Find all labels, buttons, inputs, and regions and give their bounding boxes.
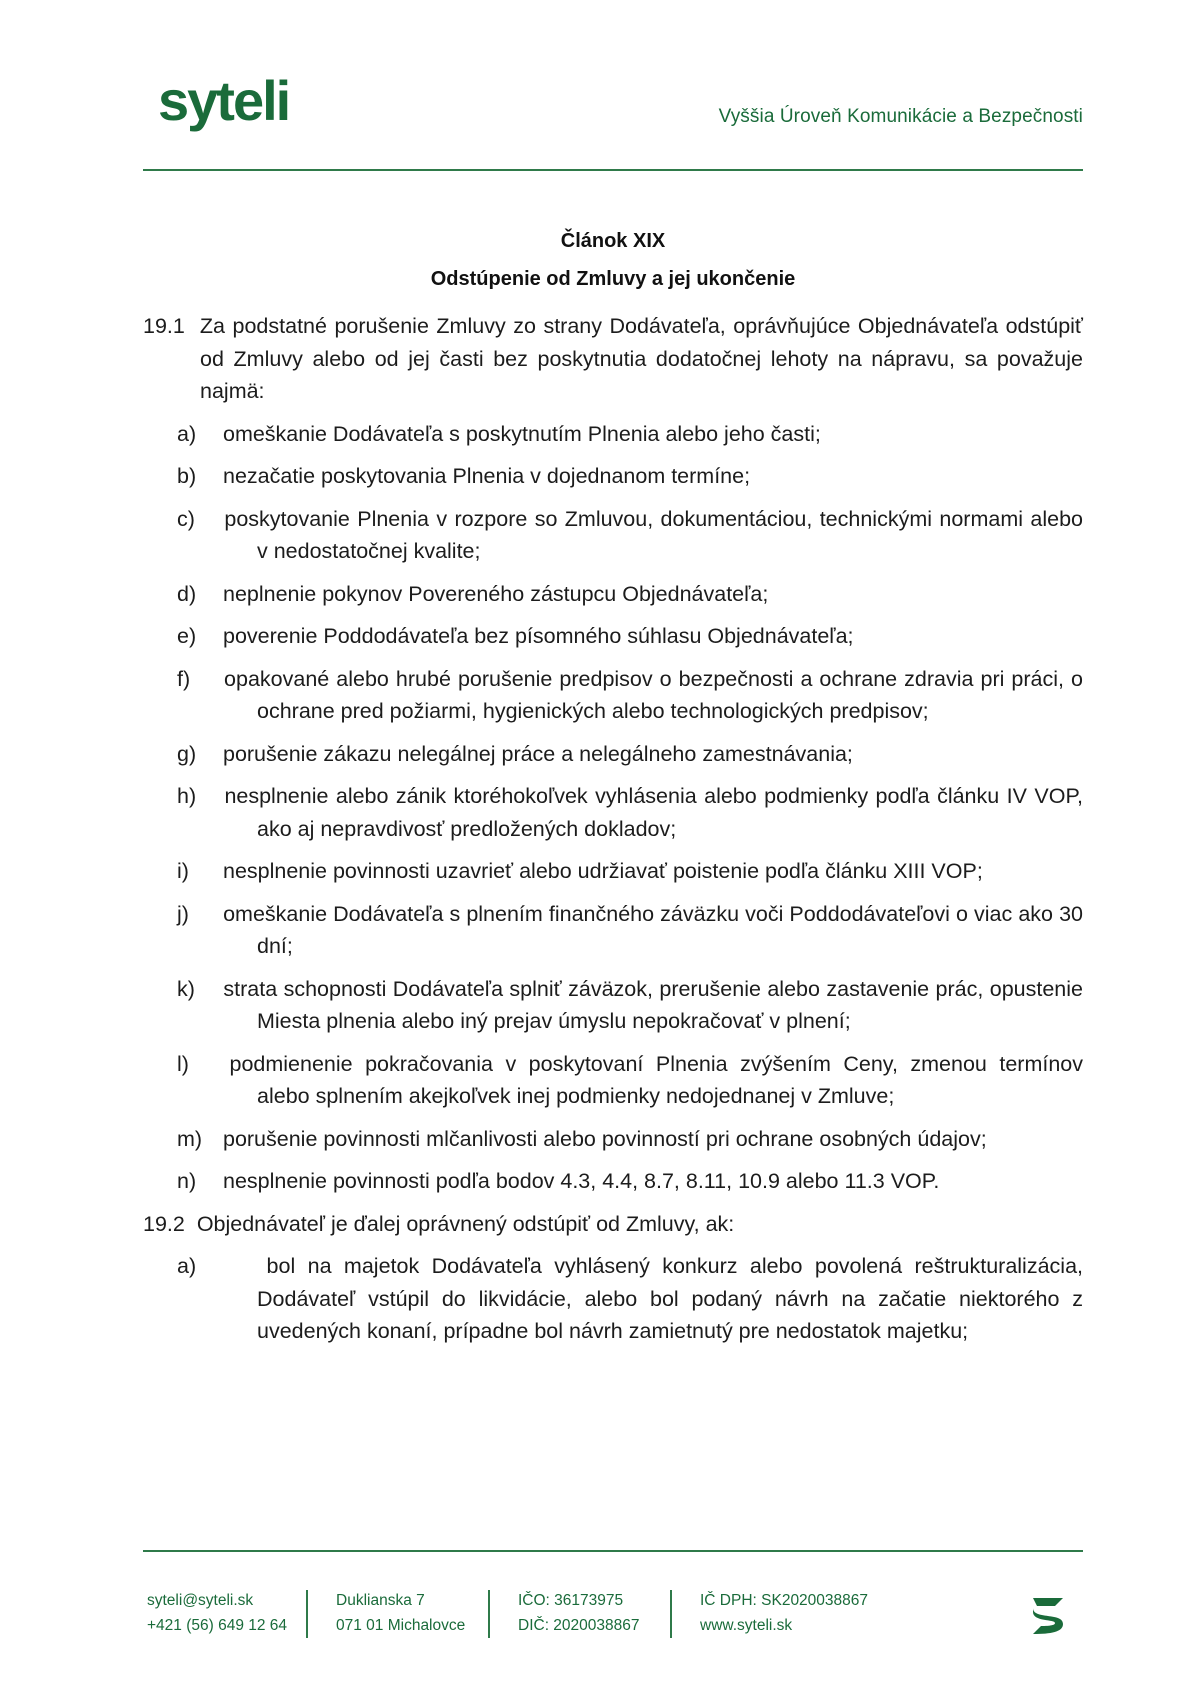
section-19-1: [143, 310, 1083, 408]
footer-web[interactable]: www.syteli.sk: [700, 1617, 793, 1634]
list-item: m) porušenie povinnosti mlčanlivosti alebo povinností pri ochrane osobných údajov;: [177, 1126, 987, 1151]
article-title: Odstúpenie od Zmluvy a jej ukončenie: [430, 268, 796, 290]
footer-phone: +421 (56) 649 12 64: [147, 1617, 288, 1634]
footer-city: 071 01 Michalovce: [336, 1617, 466, 1634]
list-item: j) omeškanie Dodávateľa s plnením finančného záväzku voči Poddodávateľovi o viac ako 30 dní;: [177, 901, 1083, 958]
syteli-emblem-icon: [1023, 1590, 1073, 1640]
list-item: f) opakované alebo hrubé porušenie predpisov o bezpečnosti a ochrane zdravia pri práci, o ochrane pred požiarmi, hygienických alebo technologických predpisov;: [177, 666, 1083, 723]
footer-ids: [518, 1588, 640, 1638]
section-19-2: [143, 1208, 1083, 1241]
list-item: i) nesplnenie povinnosti uzavrieť alebo udržiavať poistenie podľa článku XIII VOP;: [177, 859, 983, 883]
footer-address: [336, 1588, 465, 1638]
list-item: k) strata schopnosti Dodávateľa splniť záväzok, prerušenie alebo zastavenie prác, opustenie Miesta plnenia alebo iný prejav úmyslu nepokračovať v plnení;: [177, 976, 1083, 1033]
list-item: a) omeškanie Dodávateľa s poskytnutím Plnenia alebo jeho časti;: [177, 421, 821, 446]
header-tagline: Vyššia Úroveň Komunikácie a Bezpečnosti: [718, 106, 1083, 127]
footer-icdph: IČ DPH: SK2020038867: [700, 1592, 869, 1609]
list-item: e) poverenie Poddodávateľa bez písomného súhlasu Objednávateľa;: [177, 624, 854, 648]
footer-separator: [488, 1590, 490, 1638]
list-item: a) bol na majetok Dodávateľa vyhlásený konkurz alebo povolená reštrukturalizácia, Dodávateľ vstúpil do likvidácie, alebo bol podaný návrh na začatie niektorého z uvedených konaní, prípadne bol návrh zamietnutý pre nedostatok majetku;: [177, 1254, 1083, 1343]
section-text: Objednávateľ je ďalej oprávnený odstúpiť od Zmluvy, ak:: [196, 1211, 735, 1236]
header-divider: [143, 169, 1083, 171]
list-item: l) podmienenie pokračovania v poskytovaní Plnenia zvýšením Ceny, zmenou termínov alebo splnením akejkoľvek inej podmienky nedojednanej v Zmluve;: [177, 1051, 1083, 1108]
footer-ico: IČO: 36173975: [518, 1592, 624, 1609]
list-item: d) neplnenie pokynov Povereného zástupcu Objednávateľa;: [177, 581, 769, 606]
footer-divider: [143, 1550, 1083, 1552]
section-number: 19.1: [143, 314, 185, 338]
footer-email[interactable]: syteli@syteli.sk: [147, 1592, 254, 1609]
list-item: h) nesplnenie alebo zánik ktoréhokoľvek vyhlásenia alebo podmienky podľa článku IV VOP, ako aj nepravdivosť predložených dokladov;: [177, 784, 1083, 841]
footer: [143, 1588, 1083, 1648]
list-item: n) nesplnenie povinnosti podľa bodov 4.3, 4.4, 8.7, 8.11, 10.9 alebo 11.3 VOP.: [177, 1169, 940, 1193]
footer-street: Duklianska 7: [336, 1592, 425, 1609]
footer-separator: [670, 1590, 672, 1638]
article-body: [143, 310, 1083, 1358]
list-item: c) poskytovanie Plnenia v rozpore so Zmluvou, dokumentáciou, technickými normami alebo v nedostatočnej kvalite;: [177, 506, 1083, 563]
section-text: Za podstatné porušenie Zmluvy zo strany Dodávateľa, oprávňujúce Objednávateľa odstúpiť od Zmluvy alebo od jej časti bez poskytnutia dodatočnej lehoty na nápravu, sa považuje najmä:: [199, 314, 1083, 403]
footer-dic: DIČ: 2020038867: [518, 1617, 640, 1634]
footer-separator: [306, 1590, 308, 1638]
article-number: Článok XIX: [560, 230, 666, 252]
svg-text:syteli: syteli: [158, 72, 290, 132]
section-number: 19.2: [143, 1211, 185, 1236]
list-item: b) nezačatie poskytovania Plnenia v dojednanom termíne;: [177, 464, 751, 488]
footer-vat-web: [700, 1588, 868, 1638]
list-item: g) porušenie zákazu nelegálnej práce a nelegálneho zamestnávania;: [177, 741, 853, 766]
syteli-logo: [158, 72, 348, 142]
footer-contact: [147, 1588, 287, 1638]
